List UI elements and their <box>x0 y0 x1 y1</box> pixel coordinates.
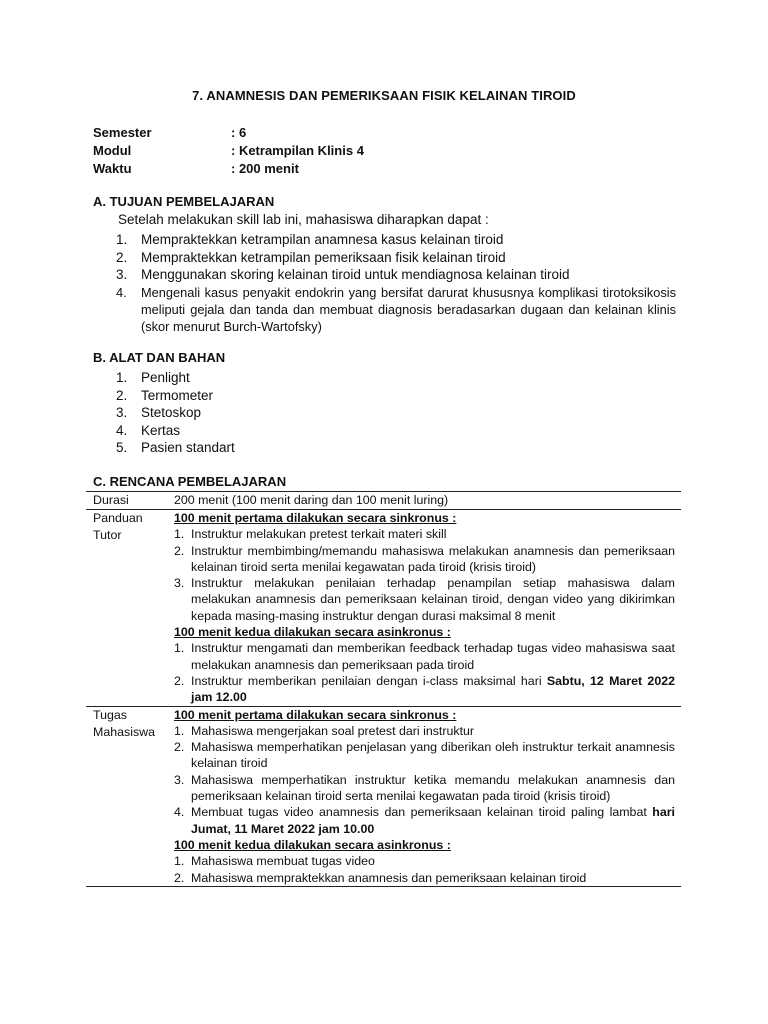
lesson-plan-table <box>86 491 681 887</box>
list-item: 1. Mempraktekkan ketrampilan anamnesa kasus kelainan tiroid <box>116 232 504 247</box>
list-item: 3. Stetoskop <box>116 405 202 420</box>
section-b-list <box>116 369 416 457</box>
list-item: 4. Kertas <box>116 422 181 438</box>
meta-block <box>93 124 364 178</box>
list-item: 1. Mahasiswa membuat tugas video <box>174 854 375 869</box>
subheading: 100 menit kedua dilakukan secara asinkronus : <box>174 837 451 852</box>
table-row <box>86 510 681 707</box>
section-b-heading: B. ALAT DAN BAHAN <box>93 350 226 365</box>
list-item: 2. Termometer <box>116 387 214 403</box>
list-item: 5. Pasien standart <box>116 440 235 455</box>
durasi-label: Durasi <box>86 492 167 510</box>
panduan-tutor-content <box>167 510 681 707</box>
list-item: 4. Mengenali kasus penyakit endokrin yang bersifat darurat khususnya komplikasi tirotoksikosis meliputi gejala dan tanda dan membuat diagnosis beradasarkan dugaan dan kelainan klinis (skor menurut Burch-Wartofsky) <box>116 284 676 334</box>
list-item: 2. Mahasiswa memperhatikan penjelasan yang diberikan oleh instruktur terkait anamnesis kelainan tiroid <box>174 740 675 771</box>
list-item: 2. Instruktur memberikan penilaian dengan i-class maksimal hari Sabtu, 12 Maret 2022 jam 12.00 <box>174 673 675 705</box>
list-item: 3. Mahasiswa memperhatikan instruktur ketika memandu melakukan anamnesis dan pemeriksaan kelainan tiroid serta menilai kegawatan pada tiroid (krisis tiroid) <box>174 772 675 804</box>
subheading: 100 menit pertama dilakukan secara sinkronus : <box>174 707 457 722</box>
list-item: 1. Mahasiswa mengerjakan soal pretest dari instruktur <box>174 723 475 738</box>
list-item: 2. Mempraktekkan ketrampilan pemeriksaan fisik kelainan tiroid <box>116 249 506 265</box>
section-a-intro: Setelah melakukan skill lab ini, mahasiswa diharapkan dapat : <box>118 212 489 227</box>
section-a-heading: A. TUJUAN PEMBELAJARAN <box>93 194 275 209</box>
table-row <box>86 706 681 886</box>
tugas-mahasiswa-content <box>167 706 681 886</box>
list-item: 1. Instruktur melakukan pretest terkait materi skill <box>174 527 447 542</box>
list-item: 3. Menggunakan skoring kelainan tiroid untuk mendiagnosa kelainan tiroid <box>116 267 570 282</box>
page-title: 7. ANAMNESIS DAN PEMERIKSAAN FISIK KELAINAN TIROID <box>192 88 576 103</box>
list-item: 2. Instruktur membimbing/memandu mahasiswa melakukan anamnesis dan pemeriksaan kelainan tiroid serta menilai kegawatan pada tiroid (krisis tiroid) <box>174 543 675 574</box>
list-item: 3. Instruktur melakukan penilaian terhadap penampilan setiap mahasiswa dalam melakukan anamnesis dan pemeriksaan kelainan tiroid, dengan video yang dikirimkan kepada masing-masing instruktur dengan durasi maksimal 8 menit <box>174 576 675 623</box>
subheading: 100 menit pertama dilakukan secara sinkronus : <box>174 511 457 525</box>
list-item: 1. Penlight <box>116 370 190 385</box>
section-a-list <box>116 231 676 335</box>
list-item: 1. Instruktur mengamati dan memberikan feedback terhadap tugas video mahasiswa saat melakukan anamnesis dan pemeriksaan pada tiroid <box>174 641 675 672</box>
list-item: 4. Membuat tugas video anamnesis dan pemeriksaan kelainan tiroid paling lambat hari Jumat, 11 Maret 2022 jam 10.00 <box>174 805 675 836</box>
subheading: 100 menit kedua dilakukan secara asinkronus : <box>174 625 451 640</box>
meta-waktu: Waktu : 200 menit <box>93 161 299 176</box>
table-row <box>86 492 681 510</box>
tugas-mahasiswa-label: Tugas Mahasiswa <box>86 706 167 886</box>
list-item: 2. Mahasiswa mempraktekkan anamnesis dan pemeriksaan kelainan tiroid <box>174 870 587 885</box>
durasi-value: 200 menit (100 menit daring dan 100 menit luring) <box>167 492 681 510</box>
meta-modul: Modul : Ketrampilan Klinis 4 <box>93 143 364 158</box>
panduan-tutor-label: Panduan Tutor <box>86 510 167 707</box>
section-c-heading: C. RENCANA PEMBELAJARAN <box>93 474 287 489</box>
meta-semester: Semester : 6 <box>93 125 247 140</box>
